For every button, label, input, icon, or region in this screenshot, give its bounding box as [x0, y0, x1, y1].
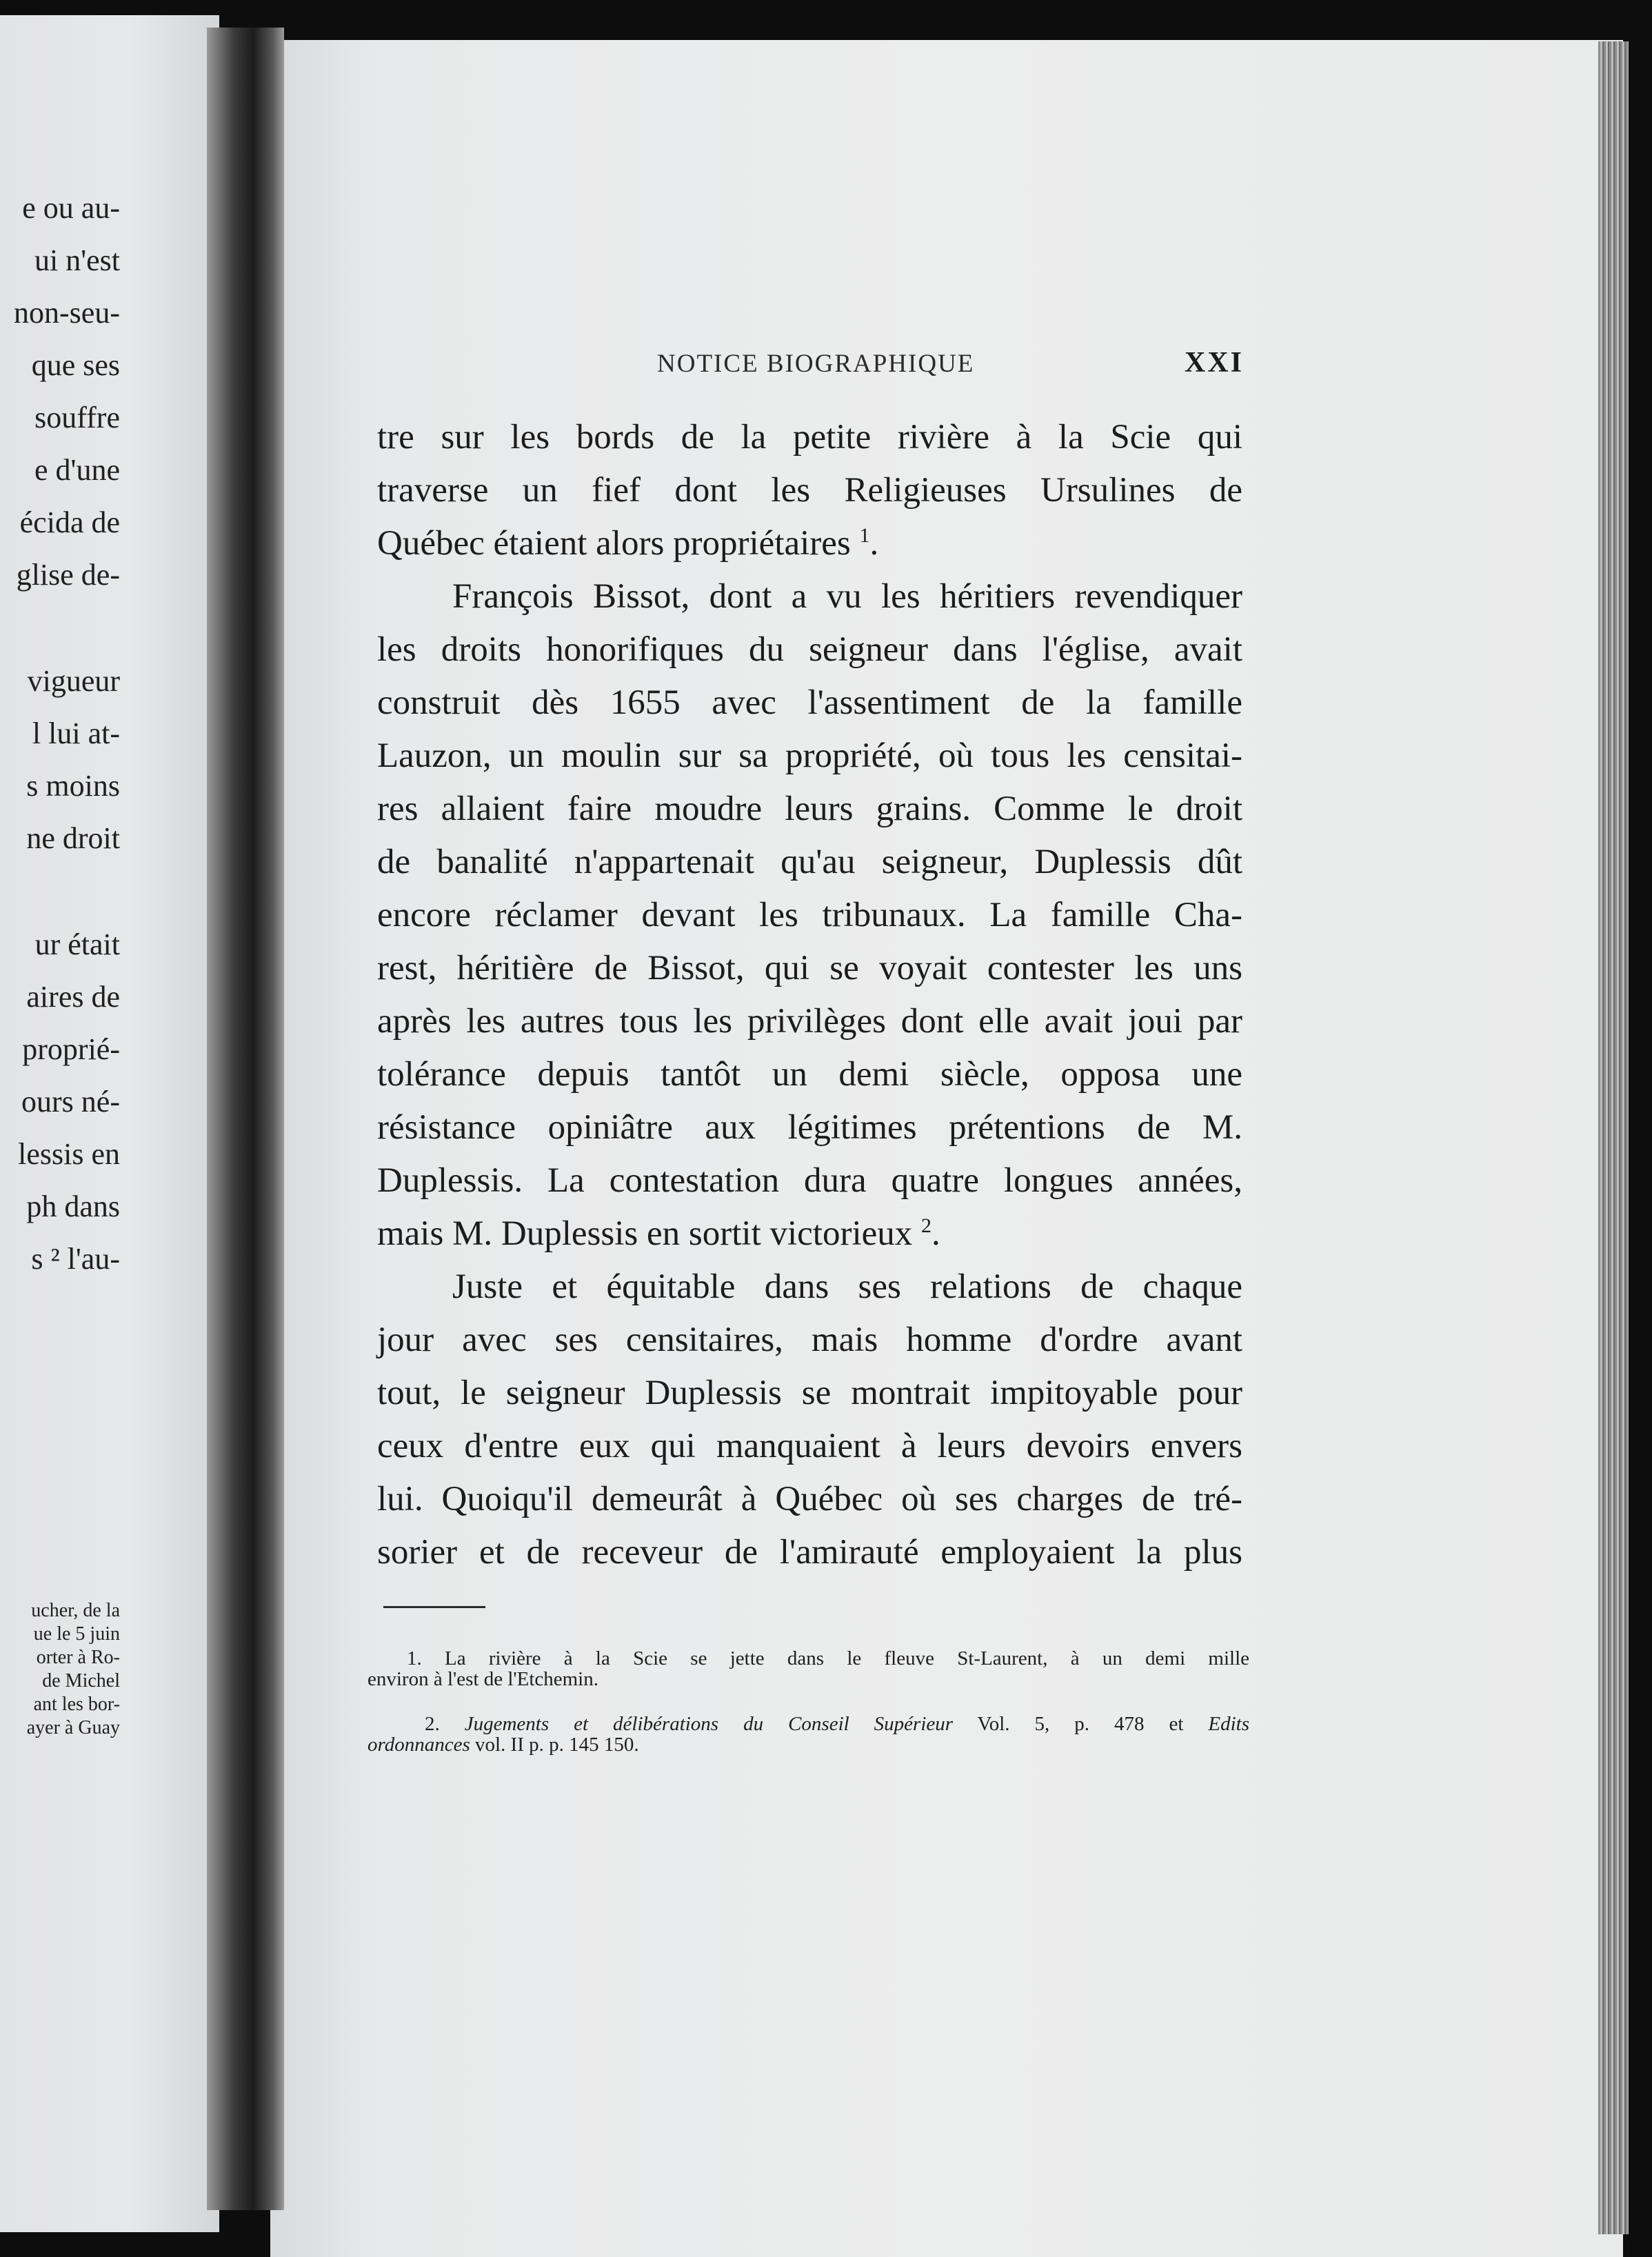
left-page-line: lessis en [18, 1137, 120, 1171]
left-page-line: s ² l'au- [31, 1242, 120, 1276]
body-line: sorier et de receveur de l'amirauté employaient la plus [377, 1533, 1242, 1572]
left-page-line: ph dans [26, 1190, 120, 1223]
footnote-source-title: Edits [1208, 1713, 1250, 1735]
left-page-footnote-line: ant les bor- [33, 1694, 120, 1715]
left-page-line: ne droit [26, 821, 120, 855]
footnote-ref: 2 [921, 1214, 932, 1237]
left-page-line: souffre [34, 401, 120, 434]
footnote-source-title: ordonnances [367, 1734, 470, 1756]
page-edges [1598, 41, 1629, 2234]
left-page-footnote-line: ue le 5 juin [33, 1623, 120, 1645]
body-line: tout, le seigneur Duplessis se montrait impitoyable pour [377, 1374, 1242, 1412]
footnote-2-line [425, 1714, 1249, 1734]
body-line: rest, héritière de Bissot, qui se voyait contester les uns [377, 949, 1242, 987]
left-page-line: proprié- [22, 1032, 120, 1066]
body-line-paragraph-start: François Bissot, dont a vu les héritiers revendiquer [452, 577, 1242, 616]
body-line: après les autres tous les privilèges dont elle avait joui par [377, 1002, 1242, 1041]
left-page-line: e d'une [34, 453, 120, 487]
previous-page [0, 15, 219, 2232]
punctuation: . [931, 1214, 940, 1253]
footnote-reference: Vol. 5, p. 478 et [977, 1713, 1184, 1735]
body-line: résistance opiniâtre aux légitimes prétentions de M. [377, 1108, 1242, 1147]
left-page-line: non-seu- [14, 296, 120, 330]
body-line: lui. Quoiqu'il demeurât à Québec où ses charges de tré- [377, 1480, 1242, 1518]
left-page-line: que ses [31, 348, 120, 382]
footnote-rule [383, 1606, 485, 1608]
left-page-line: aires de [26, 980, 120, 1014]
left-page-line: ui n'est [34, 243, 120, 277]
left-page-line: ur était [34, 927, 120, 961]
left-page-line: l lui at- [32, 716, 120, 750]
running-head: NOTICE BIOGRAPHIQUE [657, 350, 975, 378]
body-line: Duplessis. La contestation dura quatre longues années, [377, 1161, 1242, 1200]
body-line: construit dès 1655 avec l'assentiment de la famille [377, 683, 1242, 722]
body-line: jour avec ses censitaires, mais homme d'ordre avant [377, 1321, 1242, 1359]
footnote-reference: vol. II p. p. 145 150. [475, 1734, 639, 1756]
body-line: ceux d'entre eux qui manquaient à leurs devoirs envers [377, 1427, 1242, 1465]
footnote-source-title: Jugements et délibérations du Conseil Supérieur [464, 1713, 954, 1735]
left-page-line: s moins [26, 769, 120, 803]
left-page-footnote-line: ucher, de la [31, 1600, 120, 1621]
left-page-line: ours né- [21, 1085, 120, 1119]
left-page-footnote-line: de Michel [42, 1670, 120, 1692]
body-line: les droits honorifiques du seigneur dans l'église, avait [377, 630, 1242, 669]
body-text: mais M. Duplessis en sortit victorieux [377, 1214, 913, 1253]
body-line-with-footnote-ref [377, 523, 1242, 564]
left-page-line: e ou au- [22, 191, 120, 225]
footnote-number: 2. [425, 1713, 440, 1735]
body-line-with-footnote-ref [377, 1213, 1242, 1254]
body-line: res allaient faire moudre leurs grains. Comme le droit [377, 790, 1242, 828]
footnote-1-line: 1. La rivière à la Scie se jette dans le fleuve St-Laurent, à un demi mille [407, 1647, 1249, 1669]
footnote-ref: 1 [859, 524, 870, 547]
body-line: Lauzon, un moulin sur sa propriété, où tous les censitai- [377, 736, 1242, 775]
left-page-line: vigueur [27, 664, 120, 698]
left-page-footnote-line: orter à Ro- [36, 1647, 120, 1668]
footnote-1-line: environ à l'est de l'Etchemin. [367, 1668, 598, 1690]
body-line-paragraph-start: Juste et équitable dans ses relations de chaque [452, 1267, 1242, 1306]
footnote-2-line [367, 1734, 1253, 1755]
left-page-line: glise de- [16, 558, 120, 592]
page-number: XXI [1185, 347, 1245, 379]
body-line: tre sur les bords de la petite rivière à la Scie qui [377, 418, 1242, 457]
left-page-line: écida de [19, 505, 120, 539]
book-gutter [207, 28, 284, 2210]
body-line: de banalité n'appartenait qu'au seigneur, Duplessis dût [377, 843, 1242, 881]
body-text: Québec étaient alors propriétaires [377, 524, 851, 563]
body-line: traverse un fief dont les Religieuses Ursulines de [377, 471, 1242, 510]
left-page-footnote-line: ayer à Guay [26, 1717, 120, 1738]
punctuation: . [869, 524, 879, 563]
body-line: encore réclamer devant les tribunaux. La famille Cha- [377, 896, 1242, 934]
body-line: tolérance depuis tantôt un demi siècle, opposa une [377, 1055, 1242, 1094]
